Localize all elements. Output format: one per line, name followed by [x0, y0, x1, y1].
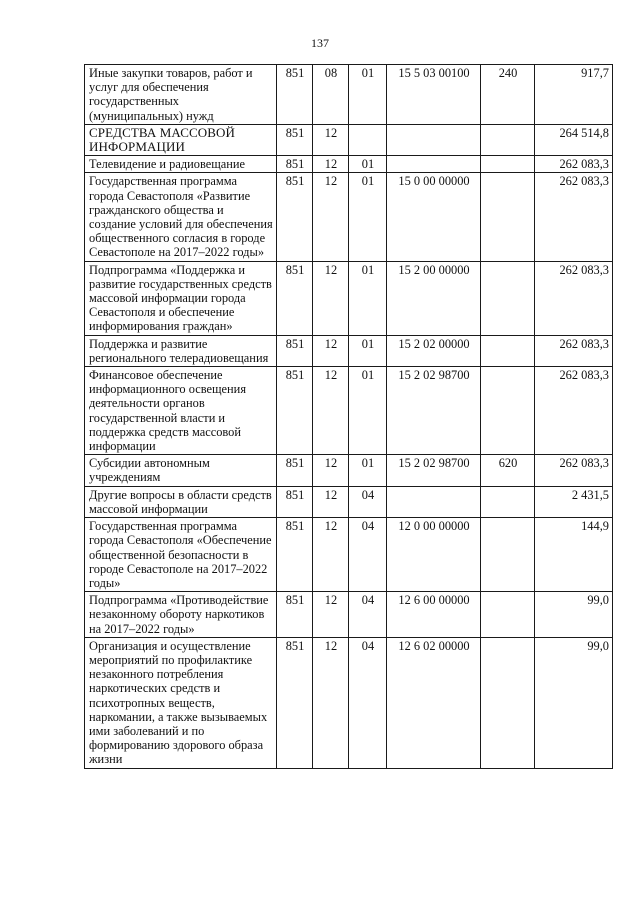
row-expense-type-cell	[481, 173, 535, 261]
page-number: 137	[311, 36, 329, 50]
row-section-code-cell: 12	[313, 518, 349, 592]
row-section-code-cell: 12	[313, 367, 349, 455]
row-subsection-code-cell	[349, 124, 387, 155]
row-department-code-cell: 851	[277, 637, 313, 768]
budget-table-body	[85, 65, 613, 769]
row-subsection-code-cell: 01	[349, 156, 387, 173]
row-subsection-code-cell: 01	[349, 367, 387, 455]
row-expense-type-cell	[481, 367, 535, 455]
table-row	[85, 486, 613, 517]
row-subsection-code-cell: 04	[349, 592, 387, 638]
row-name-cell: Государственная программа города Севастополя «Развитие гражданского общества и создание условий для обеспечения общественного согласия в городе Севастополе на 2017–2022 годы»	[85, 173, 277, 261]
row-name-cell: Другие вопросы в области средств массовой информации	[85, 486, 277, 517]
row-section-code-cell: 12	[313, 486, 349, 517]
row-name-cell: Субсидии автономным учреждениям	[85, 455, 277, 486]
row-amount-cell: 262 083,3	[535, 156, 613, 173]
row-subsection-code-cell: 01	[349, 335, 387, 366]
row-target-article-cell: 12 6 00 00000	[387, 592, 481, 638]
table-row	[85, 518, 613, 592]
row-amount-cell: 917,7	[535, 65, 613, 125]
row-department-code-cell: 851	[277, 335, 313, 366]
row-target-article-cell	[387, 124, 481, 155]
row-expense-type-cell	[481, 486, 535, 517]
table-row	[85, 367, 613, 455]
row-target-article-cell: 15 2 02 98700	[387, 455, 481, 486]
row-amount-cell: 2 431,5	[535, 486, 613, 517]
table-row	[85, 124, 613, 155]
row-target-article-cell: 15 2 00 00000	[387, 261, 481, 335]
row-subsection-code-cell: 04	[349, 486, 387, 517]
row-expense-type-cell	[481, 592, 535, 638]
row-department-code-cell: 851	[277, 367, 313, 455]
row-target-article-cell: 15 2 02 00000	[387, 335, 481, 366]
row-amount-cell: 264 514,8	[535, 124, 613, 155]
table-row	[85, 592, 613, 638]
table-row	[85, 156, 613, 173]
row-section-code-cell: 12	[313, 637, 349, 768]
row-section-code-cell: 12	[313, 592, 349, 638]
row-section-code-cell: 12	[313, 335, 349, 366]
row-section-code-cell: 12	[313, 173, 349, 261]
row-subsection-code-cell: 04	[349, 518, 387, 592]
row-section-code-cell: 12	[313, 156, 349, 173]
row-name-cell: Подпрограмма «Противодействие незаконному обороту наркотиков на 2017–2022 годы»	[85, 592, 277, 638]
row-name-cell: Финансовое обеспечение информационного освещения деятельности органов государственной власти и поддержка средств массовой информации	[85, 367, 277, 455]
budget-table	[84, 64, 613, 769]
row-amount-cell: 262 083,3	[535, 455, 613, 486]
row-name-cell: СРЕДСТВА МАССОВОЙ ИНФОРМАЦИИ	[85, 124, 277, 155]
row-target-article-cell: 12 0 00 00000	[387, 518, 481, 592]
row-name-cell: Организация и осуществление мероприятий по профилактике незаконного потребления наркотических средств и психотропных веществ, наркомании, а также вызываемых ими заболеваний и по формированию здорового образа жизни	[85, 637, 277, 768]
row-department-code-cell: 851	[277, 156, 313, 173]
row-department-code-cell: 851	[277, 261, 313, 335]
row-department-code-cell: 851	[277, 173, 313, 261]
row-amount-cell: 262 083,3	[535, 367, 613, 455]
row-name-cell: Иные закупки товаров, работ и услуг для обеспечения государственных (муниципальных) нужд	[85, 65, 277, 125]
row-target-article-cell: 15 2 02 98700	[387, 367, 481, 455]
row-expense-type-cell: 240	[481, 65, 535, 125]
row-name-cell: Телевидение и радиовещание	[85, 156, 277, 173]
row-expense-type-cell	[481, 124, 535, 155]
row-amount-cell: 99,0	[535, 637, 613, 768]
row-department-code-cell: 851	[277, 592, 313, 638]
row-target-article-cell	[387, 486, 481, 517]
row-department-code-cell: 851	[277, 455, 313, 486]
row-subsection-code-cell: 04	[349, 637, 387, 768]
row-expense-type-cell	[481, 335, 535, 366]
row-department-code-cell: 851	[277, 518, 313, 592]
row-expense-type-cell: 620	[481, 455, 535, 486]
row-subsection-code-cell: 01	[349, 455, 387, 486]
table-row	[85, 637, 613, 768]
row-section-code-cell: 12	[313, 261, 349, 335]
row-name-cell: Подпрограмма «Поддержка и развитие государственных средств массовой информации города Севастополя и обеспечение информирования граждан»	[85, 261, 277, 335]
row-amount-cell: 262 083,3	[535, 261, 613, 335]
table-row	[85, 173, 613, 261]
row-amount-cell: 262 083,3	[535, 335, 613, 366]
row-amount-cell: 262 083,3	[535, 173, 613, 261]
table-row	[85, 455, 613, 486]
row-department-code-cell: 851	[277, 124, 313, 155]
row-target-article-cell: 15 0 00 00000	[387, 173, 481, 261]
row-section-code-cell: 12	[313, 124, 349, 155]
row-expense-type-cell	[481, 637, 535, 768]
row-name-cell: Государственная программа города Севастополя «Обеспечение общественной безопасности в городе Севастополе на 2017–2022 годы»	[85, 518, 277, 592]
row-target-article-cell: 15 5 03 00100	[387, 65, 481, 125]
row-subsection-code-cell: 01	[349, 65, 387, 125]
row-amount-cell: 99,0	[535, 592, 613, 638]
row-expense-type-cell	[481, 156, 535, 173]
row-target-article-cell: 12 6 02 00000	[387, 637, 481, 768]
row-target-article-cell	[387, 156, 481, 173]
row-department-code-cell: 851	[277, 486, 313, 517]
row-subsection-code-cell: 01	[349, 261, 387, 335]
row-expense-type-cell	[481, 518, 535, 592]
row-amount-cell: 144,9	[535, 518, 613, 592]
row-subsection-code-cell: 01	[349, 173, 387, 261]
row-department-code-cell: 851	[277, 65, 313, 125]
row-section-code-cell: 08	[313, 65, 349, 125]
table-row	[85, 335, 613, 366]
row-section-code-cell: 12	[313, 455, 349, 486]
table-row	[85, 65, 613, 125]
row-name-cell: Поддержка и развитие регионального телерадиовещания	[85, 335, 277, 366]
row-expense-type-cell	[481, 261, 535, 335]
table-row	[85, 261, 613, 335]
